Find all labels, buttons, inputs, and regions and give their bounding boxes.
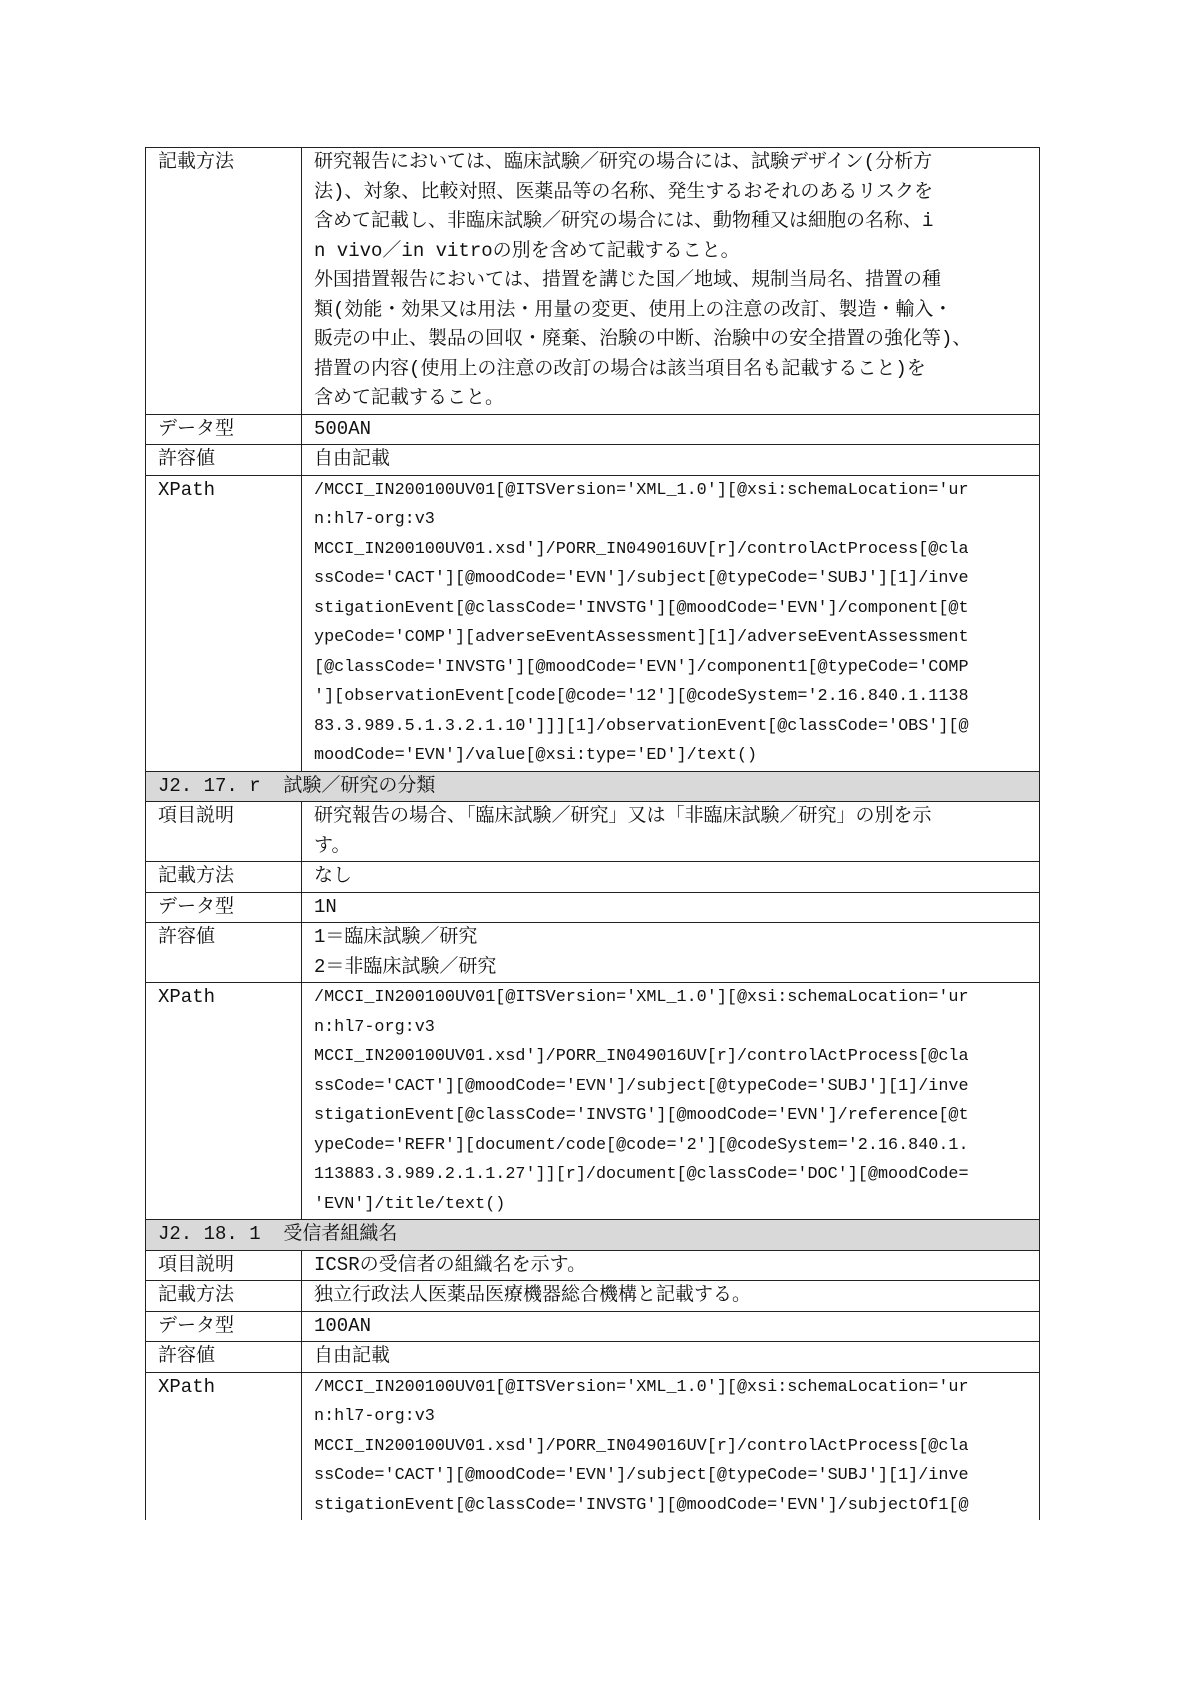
row-value (302, 802, 1039, 861)
table-row (146, 1342, 1039, 1373)
value-line: ypeCode='REFR'][document/code[@code='2'][@codeSystem='2.16.840.1. (314, 1135, 969, 1155)
table-row (146, 1251, 1039, 1282)
value-line: n vivo／in vitroの別を含めて記載すること。 (314, 239, 740, 262)
section-header: J2. 18. 1 受信者組織名 (146, 1220, 1039, 1251)
value-line: 自由記載 (314, 448, 391, 470)
table-row (146, 476, 1039, 772)
row-value (302, 923, 1039, 982)
value-line: 'EVN']/title/text() (314, 1194, 506, 1214)
row-label: 項目説明 (146, 802, 302, 861)
row-label: データ型 (146, 415, 302, 445)
row-label: 項目説明 (146, 1251, 302, 1281)
value-line: MCCI_IN200100UV01.xsd']/PORR_IN049016UV[r]/controlActProcess[@cla (314, 1047, 969, 1066)
value-line: 独立行政法人医薬品医療機器総合機構と記載する。 (314, 1284, 752, 1306)
value-line: す。 (314, 834, 351, 857)
row-label: 記載方法 (146, 1281, 302, 1311)
table-row (146, 862, 1039, 893)
value-line: [@classCode='INVSTG'][@moodCode='EVN']/component1[@typeCode='COMP (314, 657, 969, 677)
value-line: 含めて記載すること。 (314, 387, 505, 409)
value-line: 類(効能・効果又は用法・用量の変更、使用上の注意の改訂、製造・輸入・ (314, 298, 953, 321)
value-line: /MCCI_IN200100UV01[@ITSVersion='XML_1.0'][@xsi:schemaLocation='ur (314, 480, 969, 500)
value-line: ssCode='CACT'][@moodCode='EVN']/subject[@typeCode='SUBJ'][1]/inve (314, 569, 969, 588)
row-value (302, 148, 1039, 414)
value-line: 措置の内容(使用上の注意の改訂の場合は該当項目名も記載すること)を (314, 357, 926, 380)
row-value (302, 415, 1039, 445)
value-line: stigationEvent[@classCode='INVSTG'][@moodCode='EVN']/subjectOf1[@ (314, 1495, 969, 1515)
value-line: moodCode='EVN']/value[@xsi:type='ED']/text() (314, 746, 758, 765)
table-row (146, 1373, 1039, 1521)
table-row (146, 802, 1039, 862)
row-label: XPath (146, 983, 302, 1219)
value-line: 500AN (314, 417, 372, 440)
value-line: n:hl7-org:v3 (314, 510, 435, 529)
value-line: /MCCI_IN200100UV01[@ITSVersion='XML_1.0'][@xsi:schemaLocation='ur (314, 1377, 969, 1397)
value-line: n:hl7-org:v3 (314, 1017, 435, 1037)
row-label: 記載方法 (146, 862, 302, 892)
value-line: 83.3.989.5.1.3.2.1.10']]][1]/observationEvent[@classCode='OBS'][@ (314, 716, 969, 736)
row-label: 許容値 (146, 1342, 302, 1372)
section-header: J2. 17. r 試験／研究の分類 (146, 772, 1039, 803)
value-line: 1＝臨床試験／研究 (314, 926, 478, 948)
value-line: 自由記載 (314, 1345, 391, 1367)
value-line: stigationEvent[@classCode='INVSTG'][@moodCode='EVN']/component[@t (314, 598, 969, 618)
value-line: 1N (314, 895, 337, 918)
row-label: XPath (146, 1373, 302, 1521)
table-row (146, 1312, 1039, 1343)
row-value (302, 1281, 1039, 1311)
value-line: 研究報告においては、臨床試験／研究の場合には、試験デザイン(分析方 (314, 151, 933, 173)
row-value (302, 1342, 1039, 1372)
table-row (146, 415, 1039, 446)
value-line: ssCode='CACT'][@moodCode='EVN']/subject[@typeCode='SUBJ'][1]/inve (314, 1076, 969, 1096)
value-line: ssCode='CACT'][@moodCode='EVN']/subject[@typeCode='SUBJ'][1]/inve (314, 1466, 969, 1485)
value-line: 法)、対象、比較対照、医薬品等の名称、発生するおそれのあるリスクを (314, 180, 934, 203)
value-line: 100AN (314, 1314, 372, 1337)
table-row (146, 923, 1039, 983)
specification-table (145, 147, 1040, 1520)
value-line: 113883.3.989.2.1.1.27']][r]/document[@classCode='DOC'][@moodCode= (314, 1165, 969, 1184)
row-value (302, 1373, 1039, 1521)
row-label: XPath (146, 476, 302, 771)
row-value (302, 862, 1039, 892)
value-line: 含めて記載し、非臨床試験／研究の場合には、動物種又は細胞の名称、i (314, 210, 934, 232)
value-line: 2＝非臨床試験／研究 (314, 955, 497, 978)
value-line: なし (314, 865, 353, 887)
table-row (146, 893, 1039, 924)
value-line: 販売の中止、製品の回収・廃棄、治験の中断、治験中の安全措置の強化等)、 (314, 328, 972, 350)
row-value (302, 445, 1039, 475)
table-row (146, 148, 1039, 415)
table-row (146, 983, 1039, 1220)
row-label: データ型 (146, 1312, 302, 1342)
value-line: '][observationEvent[code[@code='12'][@codeSystem='2.16.840.1.1138 (314, 687, 969, 706)
value-line: 外国措置報告においては、措置を講じた国／地域、規制当局名、措置の種 (314, 269, 942, 291)
row-value (302, 983, 1039, 1219)
row-label: 許容値 (146, 923, 302, 982)
row-label: 許容値 (146, 445, 302, 475)
value-line: /MCCI_IN200100UV01[@ITSVersion='XML_1.0'][@xsi:schemaLocation='ur (314, 988, 969, 1007)
value-line: MCCI_IN200100UV01.xsd']/PORR_IN049016UV[r]/controlActProcess[@cla (314, 1436, 969, 1456)
table-row (146, 445, 1039, 476)
value-line: ICSRの受信者の組織名を示す。 (314, 1253, 587, 1276)
value-line: stigationEvent[@classCode='INVSTG'][@moodCode='EVN']/reference[@t (314, 1106, 969, 1125)
row-value (302, 476, 1039, 771)
row-value (302, 1312, 1039, 1342)
row-value (302, 1251, 1039, 1281)
value-line: 研究報告の場合、「臨床試験／研究」又は「非臨床試験／研究」の別を示 (314, 805, 932, 827)
value-line: n:hl7-org:v3 (314, 1407, 435, 1426)
table-row (146, 1281, 1039, 1312)
row-value (302, 893, 1039, 923)
value-line: MCCI_IN200100UV01.xsd']/PORR_IN049016UV[r]/controlActProcess[@cla (314, 539, 969, 559)
row-label: 記載方法 (146, 148, 302, 414)
value-line: ypeCode='COMP'][adverseEventAssessment][1]/adverseEventAssessment (314, 628, 969, 647)
row-label: データ型 (146, 893, 302, 923)
